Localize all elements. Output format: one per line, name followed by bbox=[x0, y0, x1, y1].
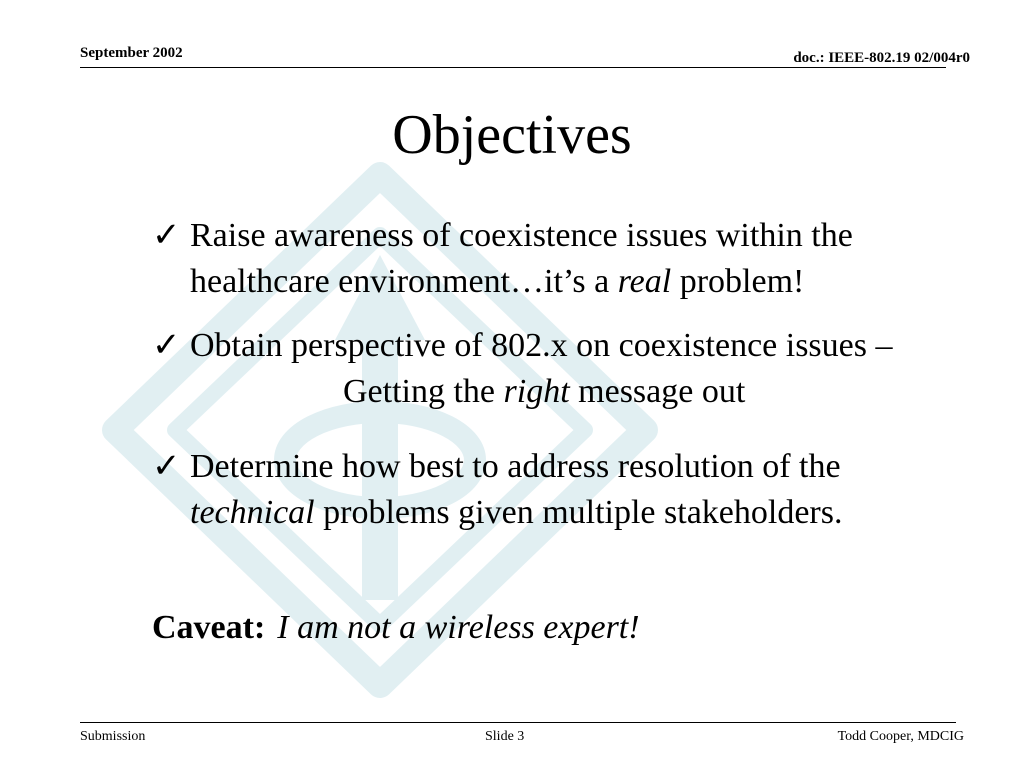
bullet-item bbox=[152, 444, 982, 536]
footer-author: Todd Cooper, MDCIG bbox=[837, 729, 964, 744]
bullet-text: Determine how best to address resolution of the technical problems given multiple stakeholders. bbox=[190, 448, 843, 531]
header-divider bbox=[80, 67, 946, 68]
bullet-text: Obtain perspective of 802.x on coexistence issues – Getting the right message out bbox=[190, 327, 893, 410]
footer-divider bbox=[80, 722, 956, 723]
header-doc-id: doc.: IEEE-802.19 02/004r0 bbox=[793, 50, 970, 66]
slide-title: Objectives bbox=[392, 104, 632, 166]
header-date: September 2002 bbox=[80, 45, 183, 61]
footer-submission: Submission bbox=[80, 729, 146, 744]
caveat-note bbox=[152, 605, 640, 651]
check-mark-icon: ✓ bbox=[152, 217, 181, 254]
check-mark-icon: ✓ bbox=[152, 327, 181, 364]
footer-slide-number: Slide 3 bbox=[485, 729, 525, 744]
bullet-text: Raise awareness of coexistence issues within the healthcare environment…it’s a real problem! bbox=[190, 217, 853, 300]
caveat-label: Caveat: bbox=[152, 609, 266, 646]
caveat-text: I am not a wireless expert! bbox=[277, 609, 640, 646]
check-mark-icon: ✓ bbox=[152, 448, 181, 485]
bullet-item bbox=[152, 213, 982, 305]
bullet-item bbox=[152, 323, 1022, 415]
